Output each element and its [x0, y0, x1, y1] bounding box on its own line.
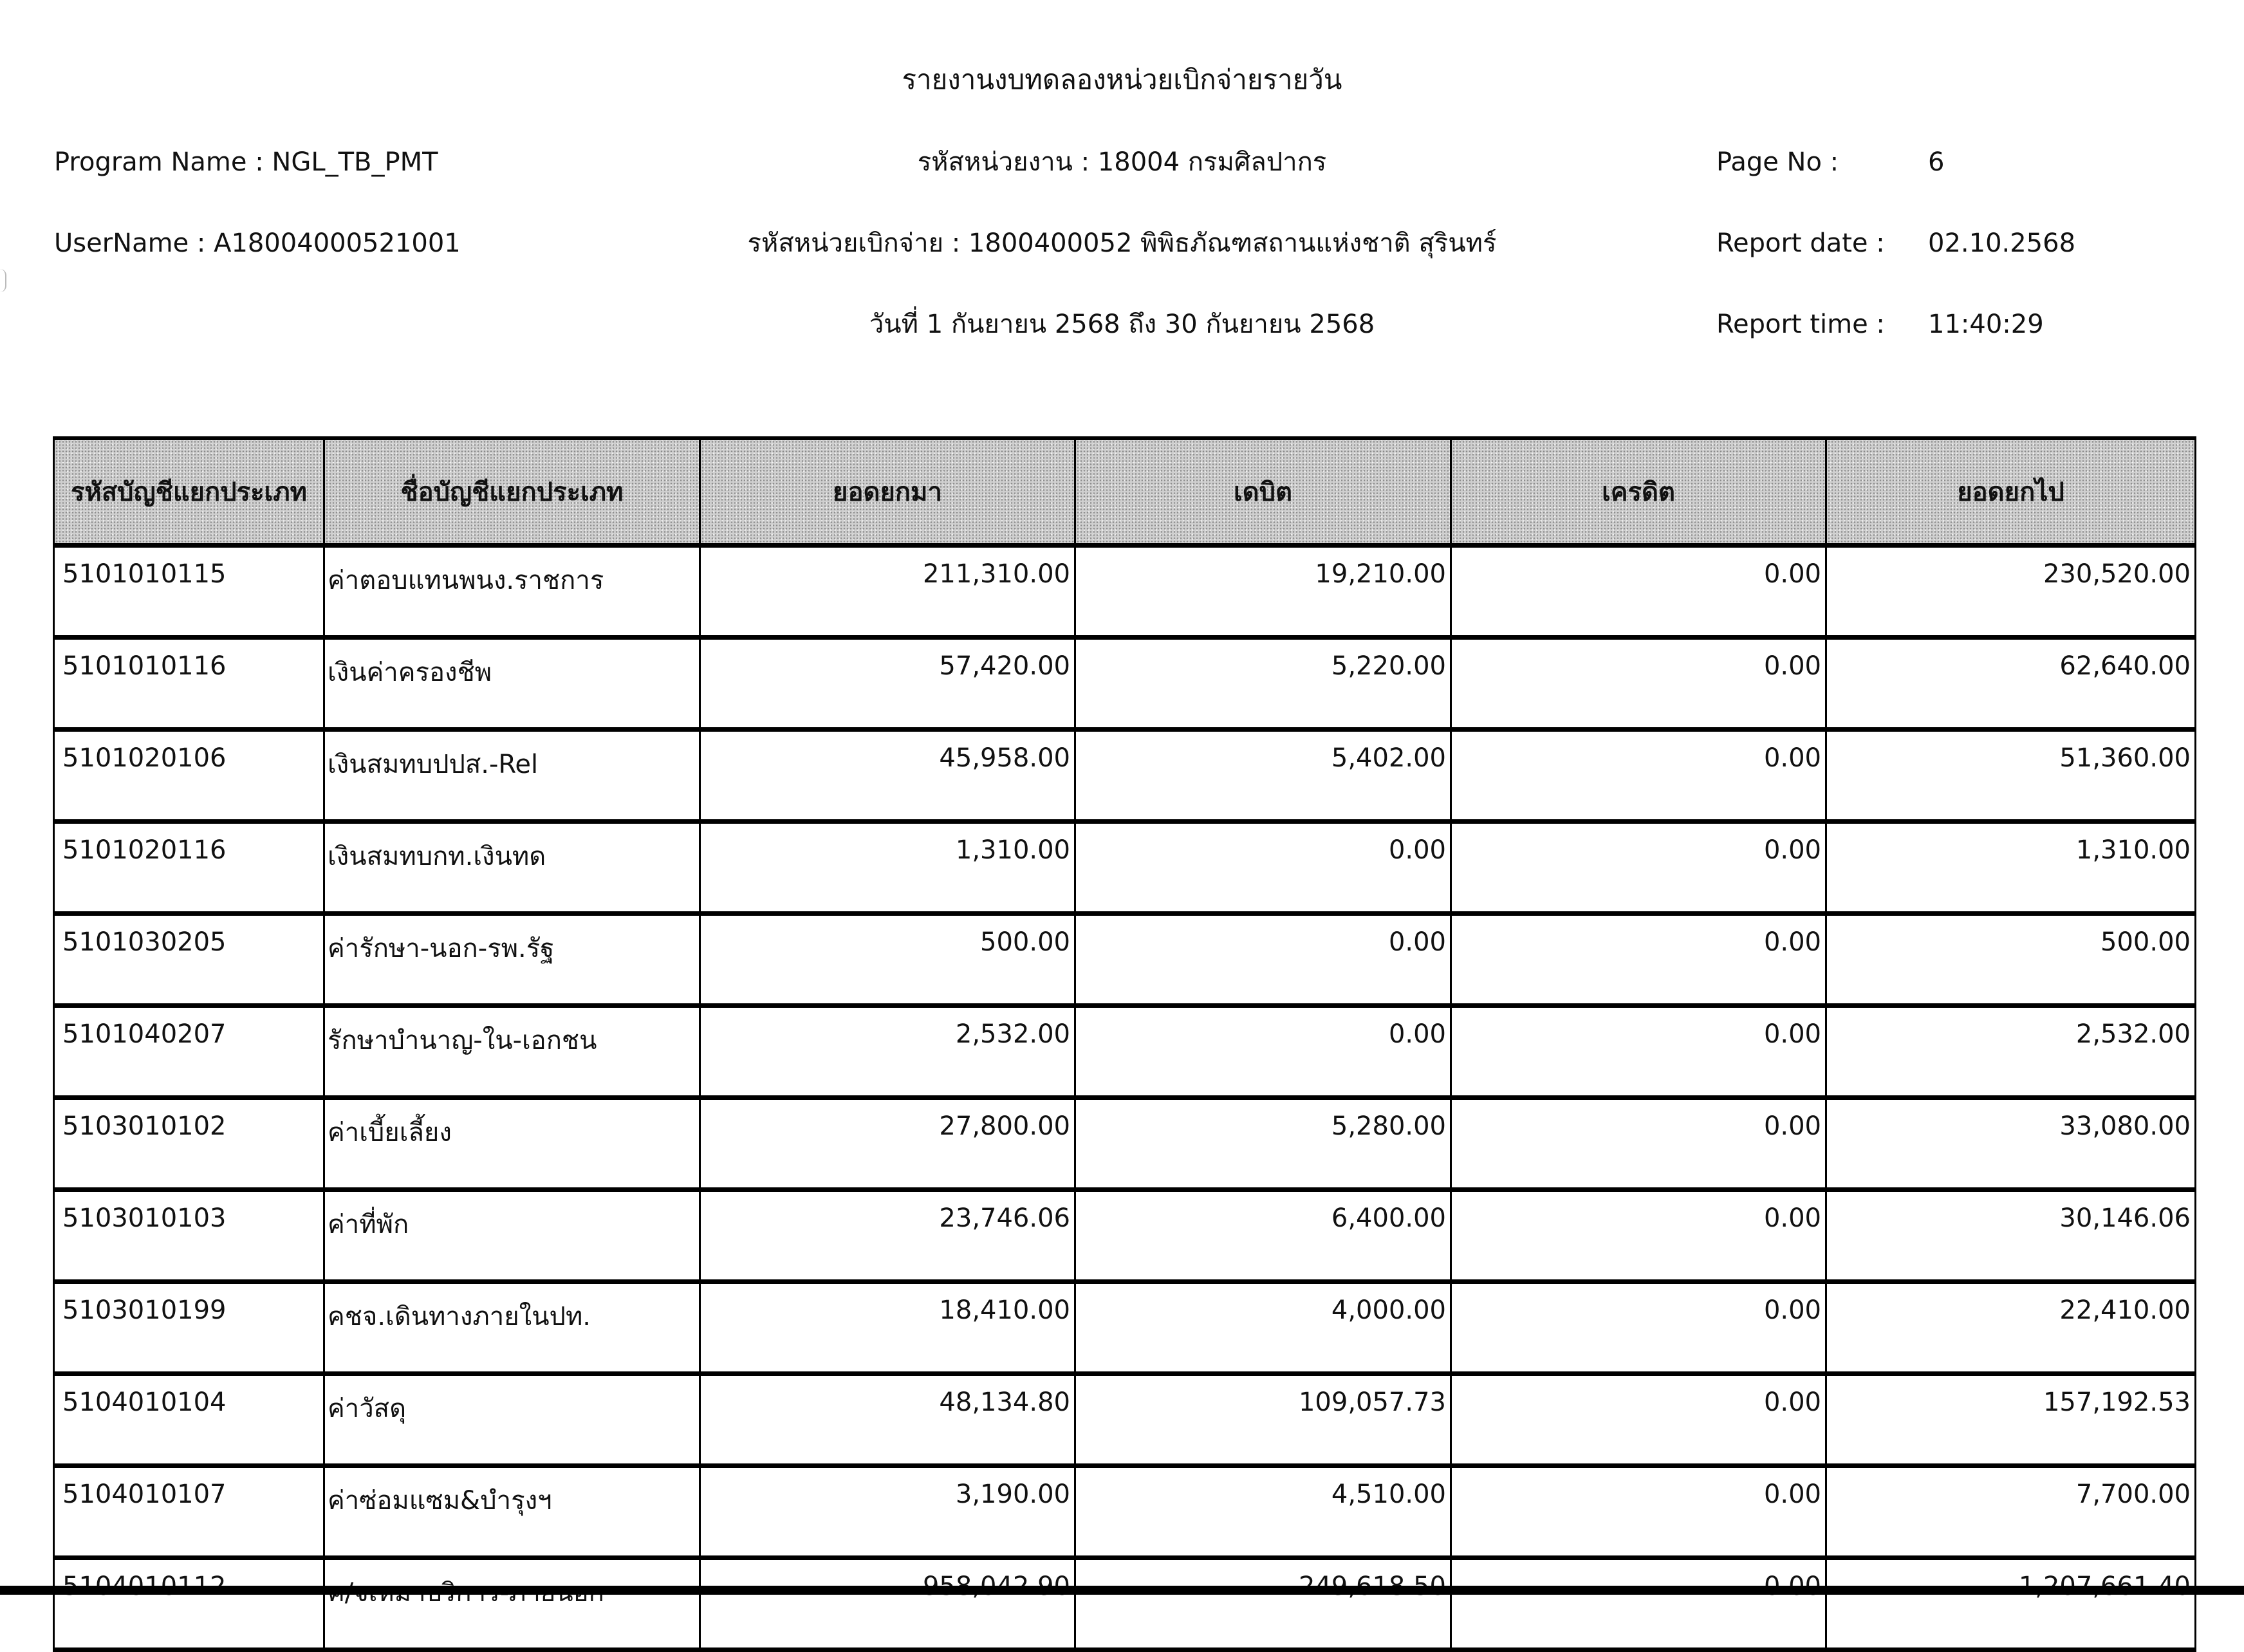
- carried-forward: 62,640.00: [1826, 638, 2196, 730]
- credit: [1451, 1558, 1826, 1650]
- account-name: เงินค่าครองชีพ: [324, 638, 700, 730]
- agency-code: รหัสหน่วยงาน : 18004 กรมศิลปากร: [917, 147, 1327, 177]
- account-code: 5103010199: [54, 1282, 324, 1374]
- table-row: [54, 1190, 2196, 1282]
- credit: 0.00: [1451, 546, 1826, 638]
- debit: 0.00: [1075, 914, 1451, 1006]
- date-range: วันที่ 1 กันยายน 2568 ถึง 30 กันยายน 2568: [869, 310, 1375, 339]
- page-bottom-rule: [0, 1586, 2244, 1595]
- program-name: Program Name : NGL_TB_PMT: [54, 147, 438, 177]
- account-name: ค่าซ่อมแซม&บำรุงฯ: [324, 1466, 700, 1558]
- scan-margin-mark: [0, 269, 6, 292]
- debit: 4,510.00: [1075, 1466, 1451, 1558]
- debit: 6,400.00: [1075, 1190, 1451, 1282]
- brought-forward: 18,410.00: [700, 1282, 1075, 1374]
- credit: 0.00: [1451, 1190, 1826, 1282]
- account-code: 5101040207: [54, 1006, 324, 1098]
- carried-forward: 7,700.00: [1826, 1466, 2196, 1558]
- brought-forward: [700, 1558, 1075, 1650]
- debit: 0.00: [1075, 1006, 1451, 1098]
- brought-forward: 48,134.80: [700, 1374, 1075, 1466]
- disbursement-unit: รหัสหน่วยเบิกจ่าย : 1800400052 พิพิธภัณฑสถานแห่งชาติ สุรินทร์: [747, 228, 1497, 258]
- account-name: ค่าที่พัก: [324, 1190, 700, 1282]
- brought-forward: 23,746.06: [700, 1190, 1075, 1282]
- account-code: 5103010102: [54, 1098, 324, 1190]
- credit: 0.00: [1451, 730, 1826, 822]
- credit: 0.00: [1451, 1374, 1826, 1466]
- carried-forward: 500.00: [1826, 914, 2196, 1006]
- account-name: รักษาบำนาญ-ใน-เอกชน: [324, 1006, 700, 1098]
- debit: 109,057.73: [1075, 1374, 1451, 1466]
- carried-forward: 51,360.00: [1826, 730, 2196, 822]
- account-name: [324, 1558, 700, 1650]
- carried-forward: 2,532.00: [1826, 1006, 2196, 1098]
- carried-forward: 33,080.00: [1826, 1098, 2196, 1190]
- table-header-row: [54, 438, 2196, 546]
- account-name: ค่าวัสดุ: [324, 1374, 700, 1466]
- credit: 0.00: [1451, 1466, 1826, 1558]
- column-header-carried-forward: ยอดยกไป: [1826, 438, 2196, 546]
- account-name: ค่าตอบแทนพนง.ราชการ: [324, 546, 700, 638]
- brought-forward: 1,310.00: [700, 822, 1075, 914]
- table-row: [54, 1374, 2196, 1466]
- table-row: [54, 1006, 2196, 1098]
- account-code: 5103010103: [54, 1190, 324, 1282]
- debit: 5,280.00: [1075, 1098, 1451, 1190]
- report-time-label: Report time :: [1716, 310, 1885, 339]
- column-header-account-name: ชื่อบัญชีแยกประเภท: [324, 438, 700, 546]
- carried-forward: 230,520.00: [1826, 546, 2196, 638]
- debit: [1075, 1558, 1451, 1650]
- carried-forward: [1826, 1558, 2196, 1650]
- brought-forward: 2,532.00: [700, 1006, 1075, 1098]
- account-name: เงินสมทบกท.เงินทด: [324, 822, 700, 914]
- carried-forward: 1,310.00: [1826, 822, 2196, 914]
- column-header-debit: เดบิต: [1075, 438, 1451, 546]
- credit: 0.00: [1451, 1006, 1826, 1098]
- table-row: [54, 914, 2196, 1006]
- carried-forward: 22,410.00: [1826, 1282, 2196, 1374]
- page-no-value: 6: [1928, 147, 1945, 177]
- table-row: [54, 1098, 2196, 1190]
- username: UserName : A18004000521001: [54, 228, 461, 258]
- brought-forward: 57,420.00: [700, 638, 1075, 730]
- brought-forward: 500.00: [700, 914, 1075, 1006]
- debit: 5,402.00: [1075, 730, 1451, 822]
- account-code: 5101020106: [54, 730, 324, 822]
- account-code: 5101030205: [54, 914, 324, 1006]
- credit: 0.00: [1451, 822, 1826, 914]
- account-name: ค่าเบี้ยเลี้ยง: [324, 1098, 700, 1190]
- table-row: [54, 546, 2196, 638]
- account-code: 5104010107: [54, 1466, 324, 1558]
- account-name: คชจ.เดินทางภายในปท.: [324, 1282, 700, 1374]
- table-row: [54, 822, 2196, 914]
- table-row: [54, 1466, 2196, 1558]
- table-row: [54, 1282, 2196, 1374]
- table-row: [54, 638, 2196, 730]
- credit: 0.00: [1451, 914, 1826, 1006]
- report-date-label: Report date :: [1716, 228, 1885, 258]
- column-header-account-code: รหัสบัญชีแยกประเภท: [54, 438, 324, 546]
- carried-forward: 30,146.06: [1826, 1190, 2196, 1282]
- account-name: เงินสมทบปปส.-Rel: [324, 730, 700, 822]
- account-code: [54, 1558, 324, 1650]
- brought-forward: 3,190.00: [700, 1466, 1075, 1558]
- carried-forward: 157,192.53: [1826, 1374, 2196, 1466]
- account-code: 5101020116: [54, 822, 324, 914]
- credit: 0.00: [1451, 638, 1826, 730]
- column-header-brought-forward: ยอดยกมา: [700, 438, 1075, 546]
- debit: 0.00: [1075, 822, 1451, 914]
- debit: 4,000.00: [1075, 1282, 1451, 1374]
- page-no-label: Page No :: [1716, 147, 1839, 177]
- report-title: รายงานงบทดลองหน่วยเบิกจ่ายรายวัน: [902, 64, 1342, 95]
- table-row: [54, 730, 2196, 822]
- account-code: 5101010115: [54, 546, 324, 638]
- credit: 0.00: [1451, 1098, 1826, 1190]
- trial-balance-table: [53, 436, 2196, 1652]
- report-date-value: 02.10.2568: [1928, 228, 2076, 258]
- column-header-credit: เครดิต: [1451, 438, 1826, 546]
- brought-forward: 211,310.00: [700, 546, 1075, 638]
- credit: 0.00: [1451, 1282, 1826, 1374]
- debit: 5,220.00: [1075, 638, 1451, 730]
- account-name: ค่ารักษา-นอก-รพ.รัฐ: [324, 914, 700, 1006]
- report-time-value: 11:40:29: [1928, 310, 2044, 339]
- account-code: 5101010116: [54, 638, 324, 730]
- table-row: [54, 1558, 2196, 1650]
- debit: 19,210.00: [1075, 546, 1451, 638]
- account-code: 5104010104: [54, 1374, 324, 1466]
- brought-forward: 45,958.00: [700, 730, 1075, 822]
- brought-forward: 27,800.00: [700, 1098, 1075, 1190]
